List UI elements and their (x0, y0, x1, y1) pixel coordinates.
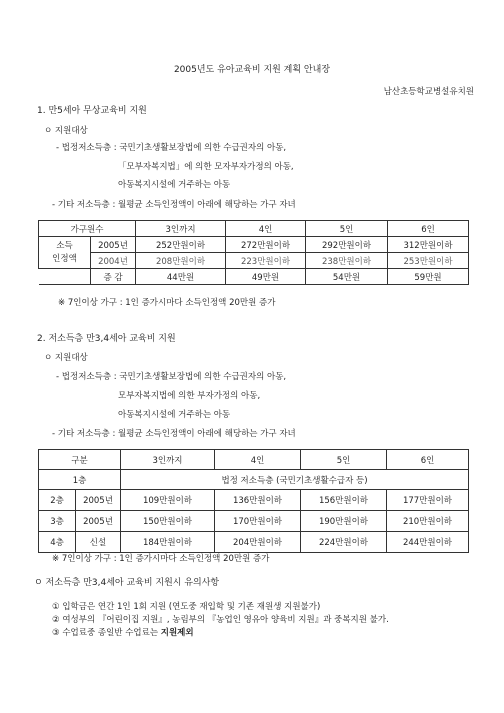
section3-item3-text: ③ 수업료중 종일반 수업료는 (52, 628, 161, 638)
table-cell: 5인 (306, 221, 388, 237)
table-row (39, 237, 469, 253)
section3-heading: ㅇ 저소득층 만3,4세아 교육비 지원시 유의사항 (34, 578, 220, 588)
table-cell: 156만원이하 (301, 490, 387, 511)
table-cell: 2005년 (76, 490, 121, 511)
table-row (39, 221, 469, 237)
table-cell: 4인 (215, 450, 301, 470)
table-cell: 150만원이하 (121, 511, 215, 532)
table-cell: 신설 (76, 532, 121, 553)
section2-note: ※ 7인이상 가구 : 1인 증가시마다 소득인정액 20만원 증가 (52, 554, 270, 564)
table-cell: 3층 (39, 511, 76, 532)
section2-line1: - 법정저소득층 : 국민기초생활보장법에 의한 수급권자의 아동, (56, 372, 287, 382)
table-cell: 1층 (39, 470, 121, 490)
table-cell: 54만원 (306, 269, 388, 285)
table-cell: 59만원 (388, 269, 469, 285)
table-row (39, 269, 469, 285)
table-row (39, 532, 469, 553)
table-cell: 2005년 (76, 511, 121, 532)
section2-target: ㅇ 지원대상 (44, 353, 88, 363)
table-cell: 2004년 (91, 253, 136, 269)
section2-line4: - 기타 저소득층 : 월평균 소득인정액이 아래에 해당하는 가구 자녀 (52, 429, 296, 439)
table-cell: 2층 (39, 490, 76, 511)
table-cell: 184만원이하 (121, 532, 215, 553)
table-row (39, 253, 469, 269)
table-cell: 가구원수 (39, 221, 136, 237)
section1-line2: 「모부자복지법」에 의한 모자부자가정의 아동, (118, 162, 294, 172)
section3-item1: ① 입학금은 연간 1인 1회 지원 (연도중 재입학 및 기존 재원생 지원불가) (52, 602, 321, 612)
income-table-2 (38, 449, 469, 553)
table-cell: 49만원 (226, 269, 306, 285)
section2-heading: 2. 저소득층 만3,4세아 교육비 지원 (37, 334, 176, 344)
table-cell: 223만원이하 (226, 253, 306, 269)
table-cell: 6인 (387, 450, 469, 470)
section1-target: ㅇ 지원대상 (44, 126, 88, 136)
income-table-1 (38, 220, 469, 285)
table-cell: 177만원이하 (387, 490, 469, 511)
table-cell: 204만원이하 (215, 532, 301, 553)
section2-line3: 아동복지시설에 거주하는 아동 (118, 410, 231, 420)
table-cell: 44만원 (136, 269, 226, 285)
section2-line2: 모부자복지법에 의한 부자가정의 아동, (118, 391, 261, 401)
table-cell: 292만원이하 (306, 237, 388, 253)
table-cell (39, 269, 91, 285)
section3-item2: ② 여성부의 『어린이집 지원』, 농림부의 『농업인 영유아 양육비 지원』과 중복지원 불가. (52, 615, 389, 625)
table-cell: 증 감 (91, 269, 136, 285)
table-cell: 170만원이하 (215, 511, 301, 532)
table-cell: 272만원이하 (226, 237, 306, 253)
section1-line4: - 기타 저소득층 : 월평균 소득인정액이 아래에 해당하는 가구 자녀 (52, 200, 296, 210)
section1-heading: 1. 만5세아 무상교육비 지원 (37, 106, 147, 116)
table-cell: 구분 (39, 450, 121, 470)
table-row (39, 450, 469, 470)
table-cell: 법정 저소득층 (국민기초생활수급자 등) (121, 470, 469, 490)
section3-item3-emphasis: 지원제외 (160, 628, 194, 638)
table-cell: 210만원이하 (387, 511, 469, 532)
table-cell: 238만원이하 (306, 253, 388, 269)
section1-line1: - 법정저소득층 : 국민기초생활보장법에 의한 수급권자의 아동, (56, 143, 287, 153)
table-row (39, 470, 469, 490)
table-cell: 5인 (301, 450, 387, 470)
organization-name: 남산초등학교병설유치원 (383, 87, 474, 97)
page-title: 2005년도 유아교육비 지원 계획 안내장 (173, 65, 331, 75)
table-cell: 253만원이하 (388, 253, 469, 269)
table-cell: 312만원이하 (388, 237, 469, 253)
table-cell: 소득 인정액 (39, 237, 91, 269)
table-row (39, 490, 469, 511)
table-cell: 224만원이하 (301, 532, 387, 553)
table-row (39, 511, 469, 532)
table-cell: 244만원이하 (387, 532, 469, 553)
table-cell: 136만원이하 (215, 490, 301, 511)
table-cell: 4인 (226, 221, 306, 237)
table-cell: 6인 (388, 221, 469, 237)
table-cell: 252만원이하 (136, 237, 226, 253)
table-cell: 109만원이하 (121, 490, 215, 511)
section1-line3: 아동복지시설에 거주하는 아동 (118, 180, 231, 190)
section1-note: ※ 7인이상 가구 : 1인 증가시마다 소득인정액 20만원 증가 (58, 298, 276, 308)
table-cell: 3인까지 (136, 221, 226, 237)
table-cell: 190만원이하 (301, 511, 387, 532)
table-cell: 3인까지 (121, 450, 215, 470)
table-cell: 2005년 (91, 237, 136, 253)
table-cell: 4층 (39, 532, 76, 553)
section3-item3 (52, 626, 194, 638)
table-cell: 208만원이하 (136, 253, 226, 269)
